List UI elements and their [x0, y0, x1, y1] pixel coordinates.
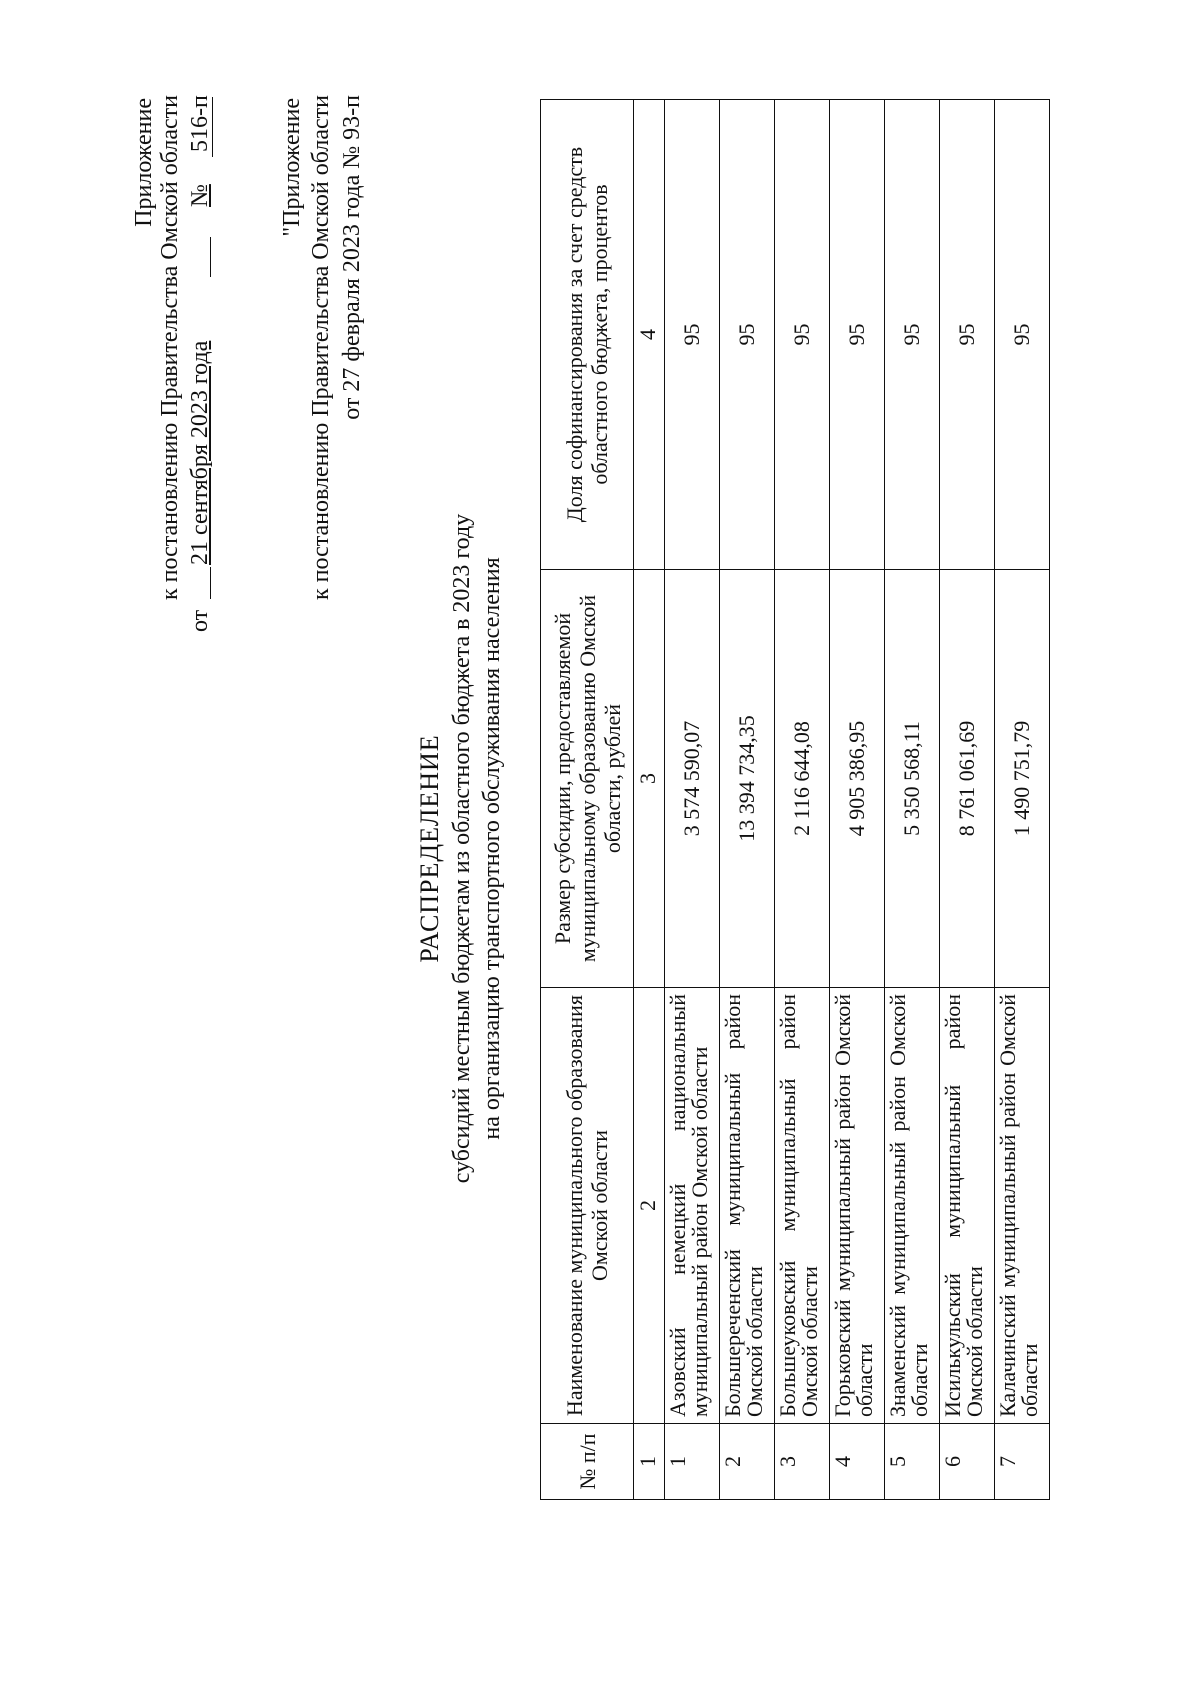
cofinancing-share: 95: [830, 100, 885, 570]
date-prefix: от: [187, 609, 213, 632]
table-row: [720, 100, 775, 1500]
subsidy-amount: 1 490 751,79: [995, 570, 1050, 988]
column-header-cofinancing-share: Доля софинансирования за счет средств областного бюджета, процентов: [541, 100, 634, 570]
row-number: 7: [995, 1424, 1050, 1500]
column-header-subsidy-amount: Размер субсидии, предоставляемой муниципальному образованию Омской области, рублей: [541, 570, 634, 988]
document-subtitle-line-2: на организацию транспортного обслуживания населения: [479, 557, 505, 1140]
cofinancing-share: 95: [995, 100, 1050, 570]
cofinancing-share: 95: [775, 100, 830, 570]
previous-resolution-line: к постановлению Правительства Омской области: [308, 95, 334, 601]
subsidy-distribution-table: [540, 99, 1050, 1500]
table-row: [830, 100, 885, 1500]
subsidy-amount: 5 350 568,11: [885, 570, 940, 988]
row-number: 1: [665, 1424, 720, 1500]
row-number: 2: [720, 1424, 775, 1500]
row-number: 3: [775, 1424, 830, 1500]
previous-resolution-date: от 27 февраля 2023 года № 93-п: [339, 95, 365, 420]
column-number-cell: 3: [634, 570, 665, 988]
subsidy-amount: 4 905 386,95: [830, 570, 885, 988]
cofinancing-share: 95: [720, 100, 775, 570]
table-row: [885, 100, 940, 1500]
subsidy-amount: 8 761 061,69: [940, 570, 995, 988]
column-number-cell: 2: [634, 988, 665, 1424]
cofinancing-share: 95: [885, 100, 940, 570]
column-number-cell: 1: [634, 1424, 665, 1500]
subsidy-amount: 13 394 734,35: [720, 570, 775, 988]
previous-appendix-label: "Приложение: [279, 98, 305, 237]
document-heading: РАСПРЕДЕЛЕНИЕ: [415, 734, 444, 963]
table-row: [775, 100, 830, 1500]
municipality-name: Исилькульский муниципальный район Омской области: [940, 988, 995, 1424]
municipality-name: Знаменский муниципальный район Омской области: [885, 988, 940, 1424]
municipality-name: Калачинский муниципальный район Омской области: [995, 988, 1050, 1424]
table-column-number-row: [634, 100, 665, 1500]
table-header-row: [541, 100, 634, 1500]
row-number: 5: [885, 1424, 940, 1500]
date-underline-right: [210, 237, 211, 277]
number-underline: [212, 97, 213, 157]
table-row: [995, 100, 1050, 1500]
cofinancing-share: 95: [665, 100, 720, 570]
row-number: 6: [940, 1424, 995, 1500]
document-subtitle-line-1: субсидий местным бюджетам из областного бюджета в 2023 году: [449, 513, 475, 1184]
municipality-name: Горьковский муниципальный район Омской области: [830, 988, 885, 1424]
column-number-cell: 4: [634, 100, 665, 570]
appendix-label: Приложение: [131, 98, 157, 227]
municipality-name: Большеуковский муниципальный район Омской области: [775, 988, 830, 1424]
municipality-name: Большереченский муниципальный район Омской области: [720, 988, 775, 1424]
municipality-name: Азовский немецкий национальный муниципальный район Омской области: [665, 988, 720, 1424]
subsidy-amount: 2 116 644,08: [775, 570, 830, 988]
row-number: 4: [830, 1424, 885, 1500]
cofinancing-share: 95: [940, 100, 995, 570]
column-header-municipality: Наименование муниципального образования Омской области: [541, 988, 634, 1424]
resolution-line: к постановлению Правительства Омской области: [157, 95, 183, 601]
number-prefix: №: [187, 184, 213, 207]
resolution-number: 516-п: [187, 95, 213, 152]
column-header-number: № п/п: [541, 1424, 634, 1500]
table-row: [940, 100, 995, 1500]
date-underline-left: [210, 567, 211, 599]
subsidy-amount: 3 574 590,07: [665, 570, 720, 988]
table-row: [665, 100, 720, 1500]
resolution-date: 21 сентября 2023 года: [187, 340, 213, 565]
